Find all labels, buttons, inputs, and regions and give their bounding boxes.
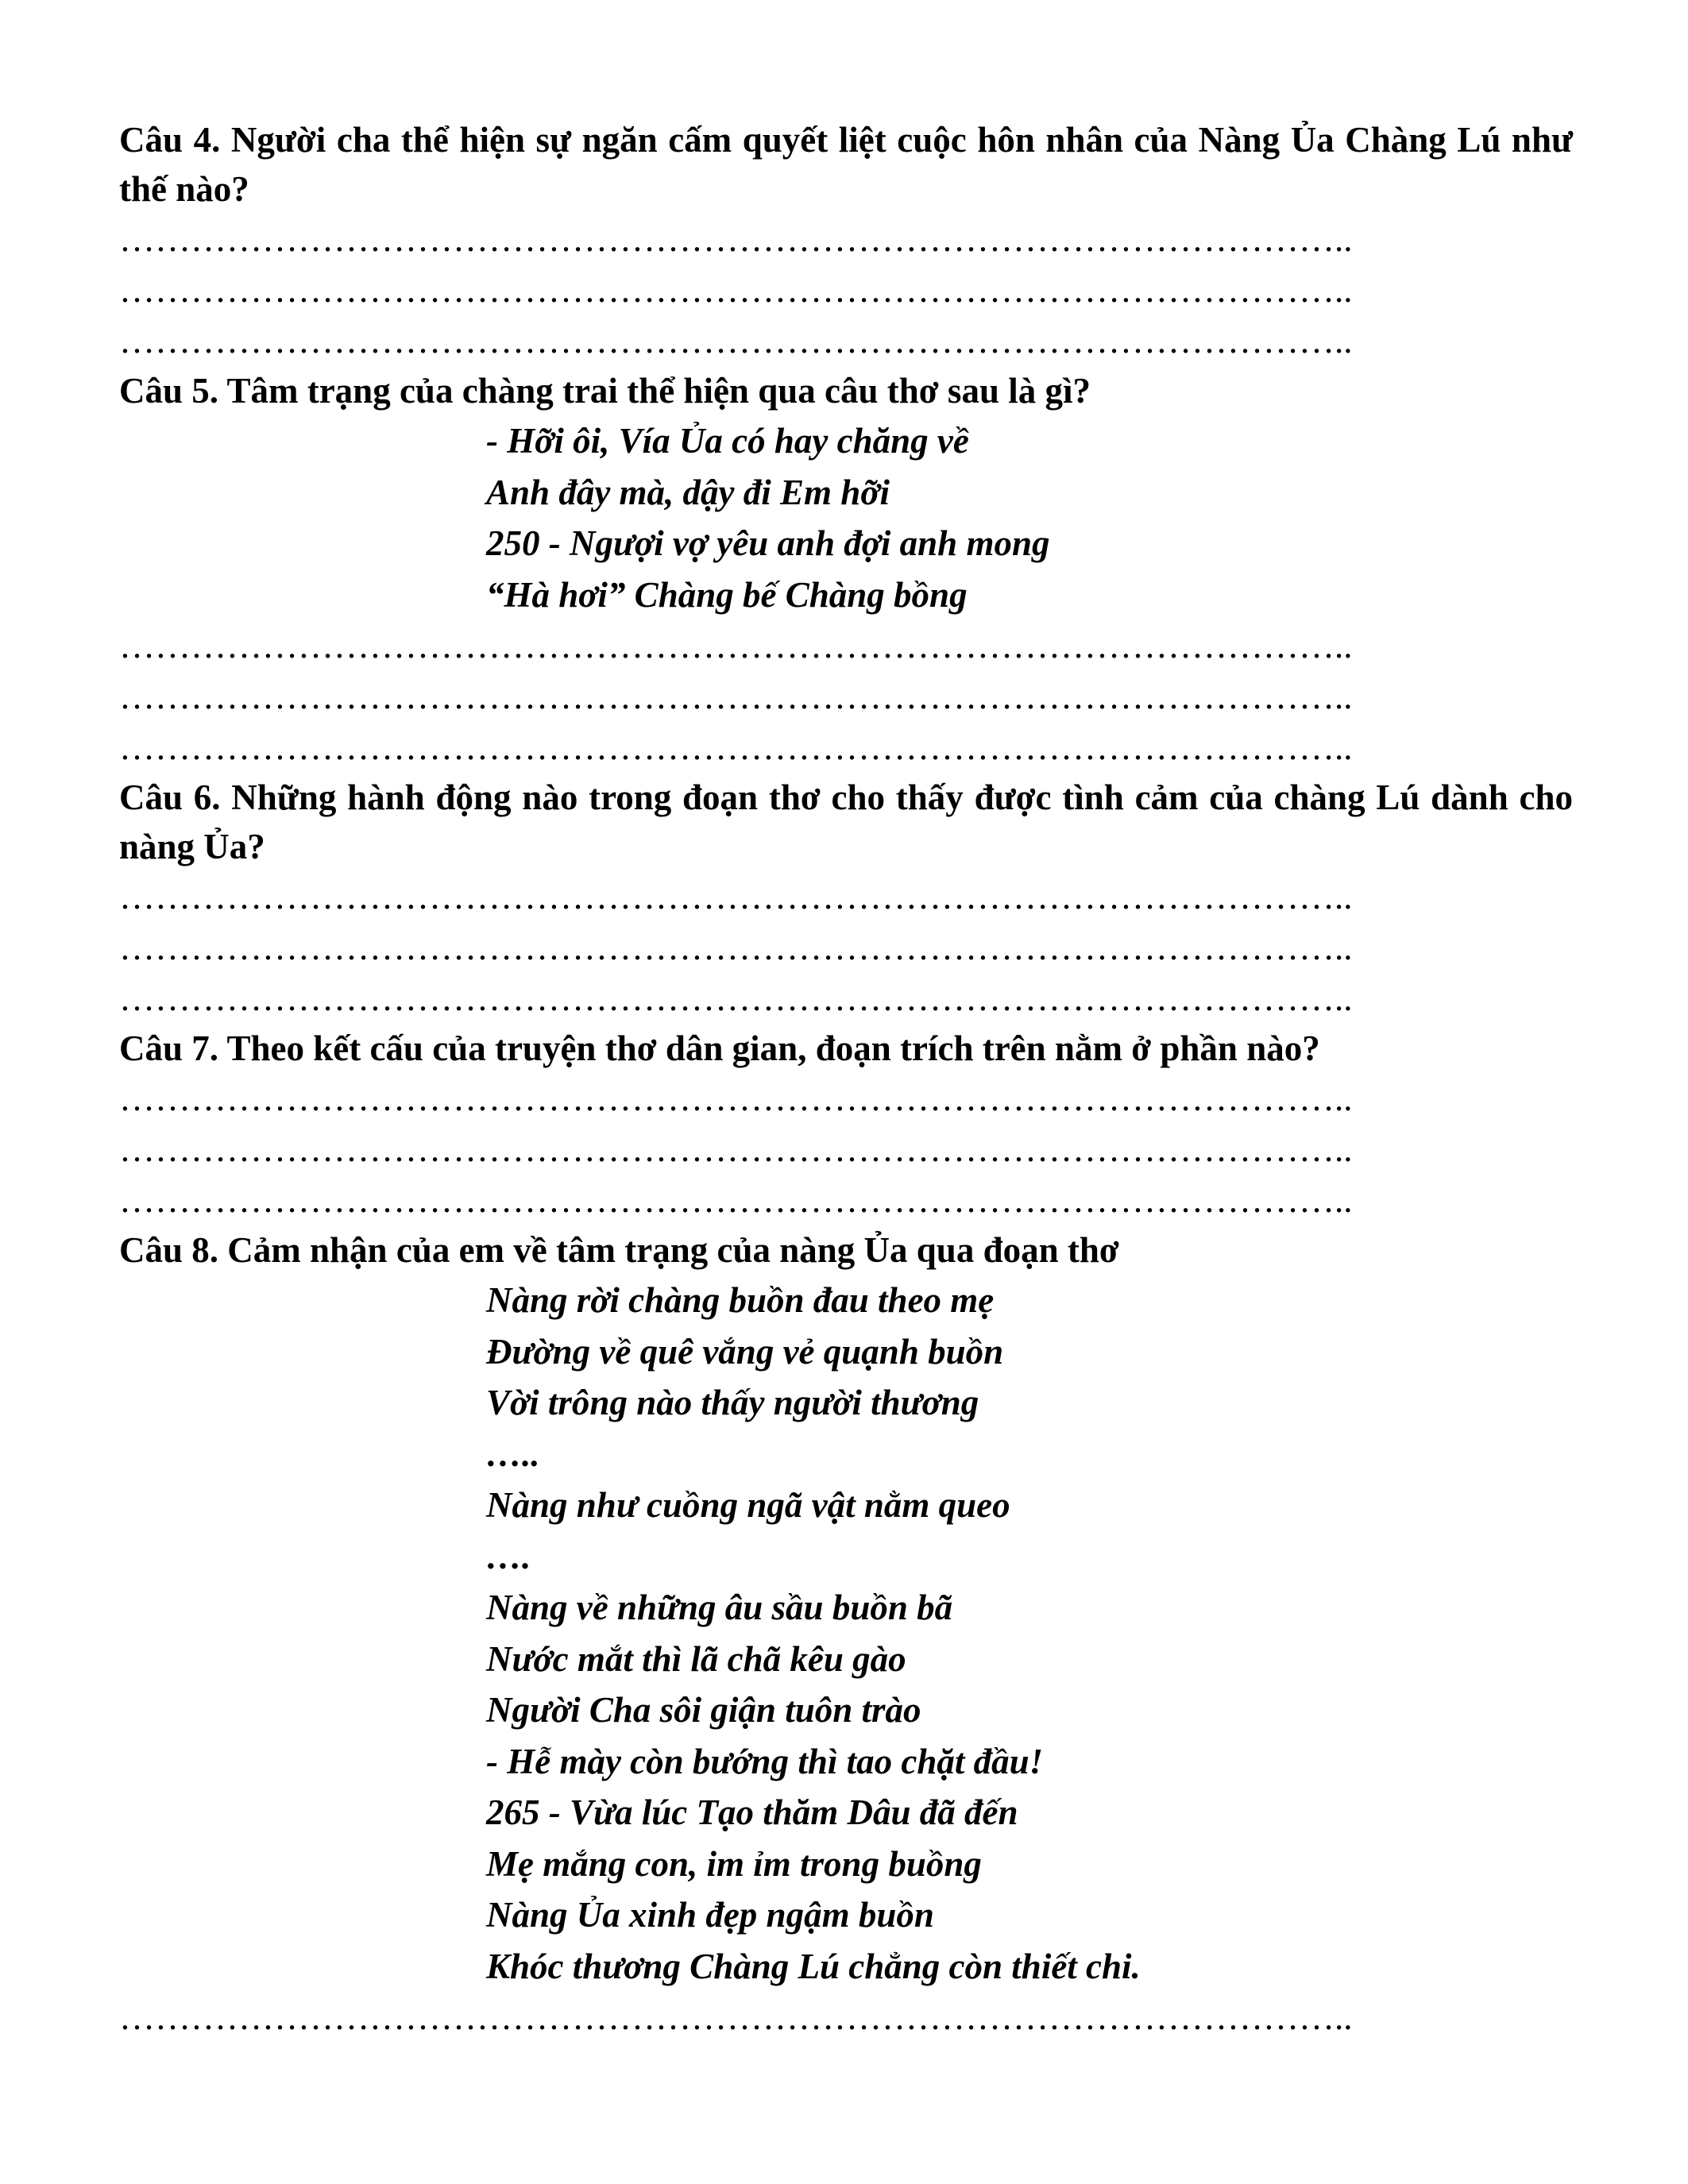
poem-line: - Hỡi ôi, Vía Ủa có hay chăng về bbox=[486, 421, 969, 461]
poem-line: 265 - Vừa lúc Tạo thăm Dâu đã đến bbox=[486, 1792, 1018, 1832]
answer-line: ………………………………………………………………………………………….. bbox=[119, 1997, 1353, 2037]
question-7-title: Câu 7. Theo kết cấu của truyện thơ dân gian, đoạn trích trên nằm ở phần nào? bbox=[119, 1028, 1320, 1068]
poem-line: Đường về quê vắng vẻ quạnh buồn bbox=[486, 1331, 1004, 1372]
answer-line: ………………………………………………………………………………………….. bbox=[119, 727, 1353, 767]
question-5-title: Câu 5. Tâm trạng của chàng trai thể hiện qua câu thơ sau là gì? bbox=[119, 371, 1091, 411]
poem-line: Anh đây mà, dậy đi Em hỡi bbox=[486, 472, 890, 512]
question-8-poem bbox=[486, 1275, 1573, 1992]
poem-line: Nước mắt thì lã chã kêu gào bbox=[486, 1638, 906, 1679]
poem-line: Nàng rời chàng buồn đau theo mẹ bbox=[486, 1280, 995, 1320]
answer-line: ………………………………………………………………………………………….. bbox=[119, 219, 1353, 259]
poem-line: “Hà hơi” Chàng bế Chàng bồng bbox=[486, 574, 968, 615]
answer-line: ………………………………………………………………………………………….. bbox=[119, 321, 1353, 361]
poem-line: Vời trông nào thấy người thương bbox=[486, 1383, 979, 1422]
poem-line: Nàng Ủa xinh đẹp ngậm buồn bbox=[486, 1895, 934, 1935]
poem-line: 250 - Ngượi vợ yêu anh đợi anh mong bbox=[486, 523, 1050, 563]
answer-line: ………………………………………………………………………………………….. bbox=[119, 1129, 1353, 1169]
question-4-title: Câu 4. Người cha thể hiện sự ngăn cấm quyết liệt cuộc hôn nhân của Nàng Ủa Chàng Lú như thế nào? bbox=[119, 120, 1573, 209]
poem-line: Nàng về những âu sầu buồn bã bbox=[486, 1588, 953, 1627]
answer-line: ………………………………………………………………………………………….. bbox=[119, 626, 1353, 666]
answer-line: ………………………………………………………………………………………….. bbox=[119, 877, 1353, 916]
poem-line: Nàng như cuồng ngã vật nằm queo bbox=[486, 1485, 1010, 1525]
poem-line: Người Cha sôi giận tuôn trào bbox=[486, 1690, 921, 1730]
question-6-title: Câu 6. Những hành động nào trong đoạn thơ cho thấy được tình cảm của chàng Lú dành cho nàng Ủa? bbox=[119, 778, 1573, 866]
answer-line: ………………………………………………………………………………………….. bbox=[119, 928, 1353, 967]
answer-line: ………………………………………………………………………………………….. bbox=[119, 978, 1353, 1018]
poem-line: …. bbox=[486, 1536, 531, 1576]
answer-line: ………………………………………………………………………………………….. bbox=[119, 677, 1353, 716]
answer-line: ………………………………………………………………………………………….. bbox=[119, 270, 1353, 310]
poem-line: Mẹ mắng con, im ỉm trong buồng bbox=[486, 1843, 982, 1884]
answer-line: ………………………………………………………………………………………….. bbox=[119, 1180, 1353, 1220]
poem-line: - Hễ mày còn bướng thì tao chặt đầu! bbox=[486, 1741, 1044, 1781]
poem-line: Khóc thương Chàng Lú chẳng còn thiết chi. bbox=[486, 1946, 1141, 1986]
poem-line: ….. bbox=[486, 1433, 540, 1474]
question-8-title: Câu 8. Cảm nhận của em về tâm trạng của nàng Ủa qua đoạn thơ bbox=[119, 1230, 1119, 1270]
answer-line: ………………………………………………………………………………………….. bbox=[119, 1078, 1353, 1118]
question-5-poem bbox=[486, 415, 1573, 620]
worksheet-page bbox=[119, 115, 1573, 2043]
